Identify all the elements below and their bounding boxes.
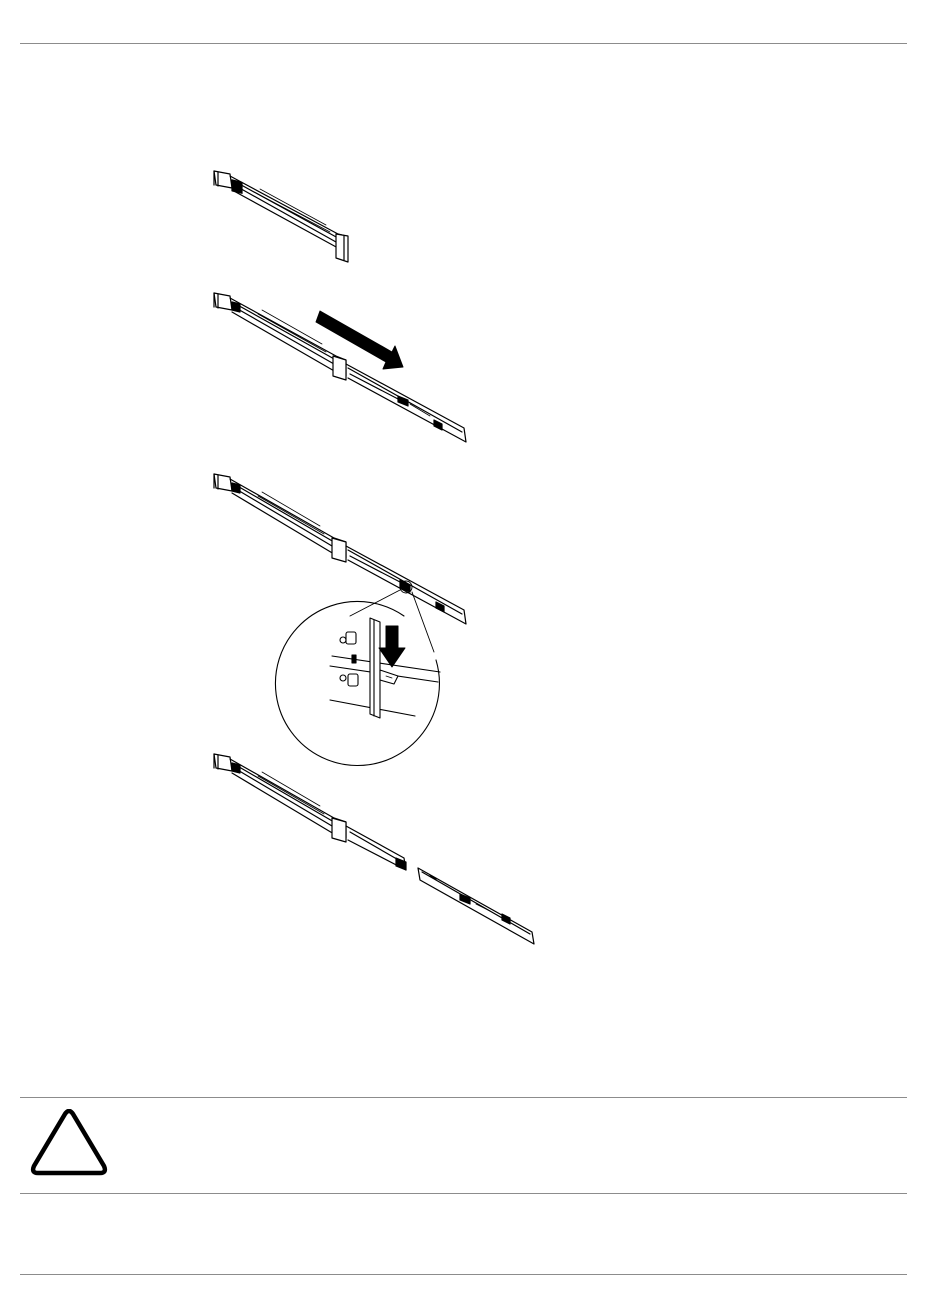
inner-rail-removed [214,754,534,944]
caution-triangle-icon [28,1109,110,1179]
rail-collapsed [214,171,348,262]
down-arrow-icon [379,626,405,667]
caution-notice [20,1097,907,1194]
caution-bottom-rule [20,1193,907,1194]
magnified-detail [275,601,440,765]
arrow-icon [316,311,403,369]
rail-release [214,474,466,652]
bottom-rule [20,1274,907,1275]
rail-extending [214,293,466,442]
